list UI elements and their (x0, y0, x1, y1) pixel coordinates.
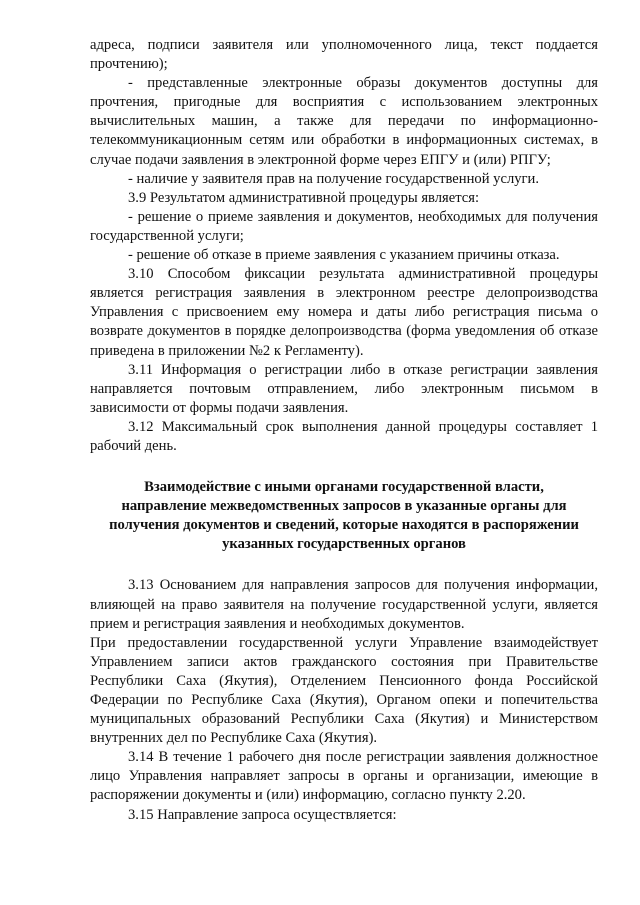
paragraph: - решение об отказе в приеме заявления с указанием причины отказа. (128, 247, 560, 264)
heading-line: указанных государственных органов (222, 536, 466, 553)
paragraph: - представленные электронные образы документов доступны для прочтения, пригодные для восприятия с использованием электронных вычислительных машин, а также для передачи по информационно-телекоммуникационным сетям или обработки в информационных системах, в случае подачи заявления в электронной форме через ЕПГУ и (или) РПГУ; (90, 75, 598, 168)
paragraph: адреса, подписи заявителя или уполномоченного лица, текст поддается прочтению); (90, 37, 598, 73)
paragraph: - наличие у заявителя прав на получение государственной услуги. (128, 170, 539, 187)
paragraph: 3.11 Информация о регистрации либо в отказе регистрации заявления направляется почтовым отправлением, либо электронным письмом в зависимости от формы подачи заявления. (90, 361, 598, 416)
heading-line: Взаимодействие с иными органами государственной власти, (144, 479, 544, 496)
document-body (90, 36, 598, 825)
paragraph: 3.14 В течение 1 рабочего дня после регистрации заявления должностное лицо Управления направляет запросы в органы и организации, имеющие в распоряжении документы и (или) информацию, согласно пункту 2.20. (90, 749, 598, 804)
paragraph: - решение о приеме заявления и документов, необходимых для получения государственной услуги; (90, 208, 598, 244)
paragraph: При предоставлении государственной услуги Управление взаимодействует Управлением записи актов гражданского состояния при Правительстве Республики Саха (Якутия), Отделением Пенсионного фонда Российской Федерации по Республике Саха (Якутия), Органом опеки и попечительства муниципальных образований Республики Саха (Якутия) и Министерством внутренних дел по Республике Саха (Якутия). (90, 634, 598, 747)
heading-line: получения документов и сведений, которые находятся в распоряжении (109, 517, 579, 534)
paragraph: 3.13 Основанием для направления запросов для получения информации, влияющей на право заявителя на получение государственной услуги, является прием и регистрация заявления и необходимых документов. (90, 577, 598, 632)
paragraph: 3.12 Максимальный срок выполнения данной процедуры составляет 1 рабочий день. (90, 418, 598, 454)
paragraph: 3.10 Способом фиксации результата административной процедуры является регистрация заявления в электронном реестре делопроизводства Управления с присвоением ему номера и даты либо регистрация письма о возврате документов в порядке делопроизводства (форма уведомления об отказе приведена в приложении №2 к Регламенту). (90, 266, 598, 359)
heading-line: направление межведомственных запросов в указанные органы для (121, 498, 567, 515)
paragraph: 3.15 Направление запроса осуществляется: (128, 806, 397, 823)
section-heading (90, 478, 598, 554)
spacer (90, 456, 598, 478)
spacer (90, 554, 598, 576)
paragraph: 3.9 Результатом административной процедуры является: (128, 189, 480, 206)
